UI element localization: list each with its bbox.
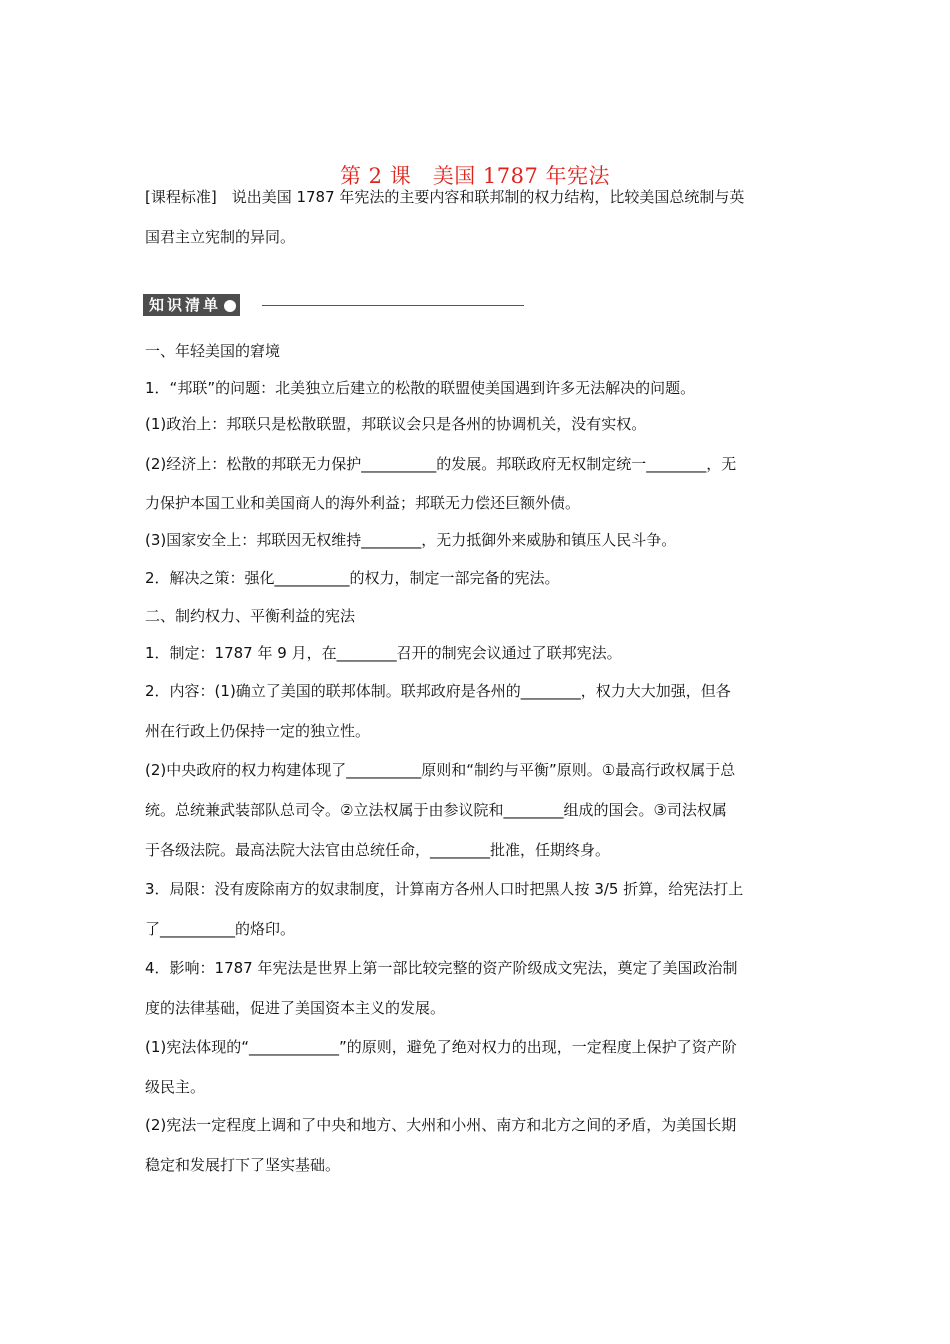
text-line: 1．制定：1787 年 9 月，在________召开的制宪会议通过了联邦宪法。	[145, 644, 622, 662]
text-line: 3．局限：没有废除南方的奴隶制度，计算南方各州人口时把黑人按 3/5 折算，给宪法打上	[145, 880, 744, 898]
text-line: 2．解决之策：强化__________的权力，制定一部完备的宪法。	[145, 569, 560, 587]
text-line: (1)政治上：邦联只是松散联盟，邦联议会只是各州的协调机关，没有实权。	[145, 415, 647, 433]
text-line: 级民主。	[145, 1078, 206, 1096]
text-line: (3)国家安全上：邦联因无权维持________，无力抵御外来威胁和镇压人民斗争。	[145, 531, 677, 549]
text-line: 4．影响：1787 年宪法是世界上第一部比较完整的资产阶级成文宪法，奠定了美国政治制	[145, 959, 738, 977]
section-tag-label	[143, 294, 240, 316]
text-line: 二、制约权力、平衡利益的宪法	[145, 607, 356, 625]
curriculum-standard-line-1: [课程标准] 说出美国 1787 年宪法的主要内容和联邦制的权力结构，比较美国总统制与英	[145, 188, 745, 206]
text-line: 力保护本国工业和美国商人的海外利益；邦联无力偿还巨额外债。	[145, 494, 581, 512]
text-line: 于各级法院。最高法院大法官由总统任命，________批准，任期终身。	[145, 841, 611, 859]
text-line: (2)宪法一定程度上调和了中央和地方、大州和小州、南方和北方之间的矛盾，为美国长期	[145, 1116, 737, 1134]
text-line: 1．“邦联”的问题：北美独立后建立的松散的联盟使美国遇到许多无法解决的问题。	[145, 379, 696, 397]
text-line: (1)宪法体现的“____________”的原则，避免了绝对权力的出现，一定程度上保护了资产阶	[145, 1038, 737, 1056]
section-tag-text: 知识清单	[149, 296, 222, 314]
text-line: 一、年轻美国的窘境	[145, 342, 281, 360]
text-line: 州在行政上仍保持一定的独立性。	[145, 722, 371, 740]
curriculum-standard-line-2: 国君主立宪制的异同。	[145, 228, 296, 246]
text-line: 2．内容：(1)确立了美国的联邦体制。联邦政府是各州的________，权力大大加强，但各	[145, 682, 731, 700]
lesson-title: 第 2 课 美国 1787 年宪法	[339, 164, 610, 188]
section-header-knowledge-list	[143, 293, 240, 317]
text-line: 稳定和发展打下了坚实基础。	[145, 1156, 341, 1174]
section-divider	[262, 305, 524, 306]
text-line: 了__________的烙印。	[145, 920, 296, 938]
text-line: (2)经济上：松散的邦联无力保护__________的发展。邦联政府无权制定统一________，无	[145, 455, 737, 473]
text-line: (2)中央政府的权力构建体现了__________原则和“制约与平衡”原则。①最高行政权属于总	[145, 761, 736, 779]
text-line: 度的法律基础，促进了美国资本主义的发展。	[145, 999, 446, 1017]
bullet-dot-icon	[224, 300, 236, 312]
text-line: 统。总统兼武装部队总司令。②立法权属于由参议院和________组成的国会。③司法权属	[145, 801, 727, 819]
